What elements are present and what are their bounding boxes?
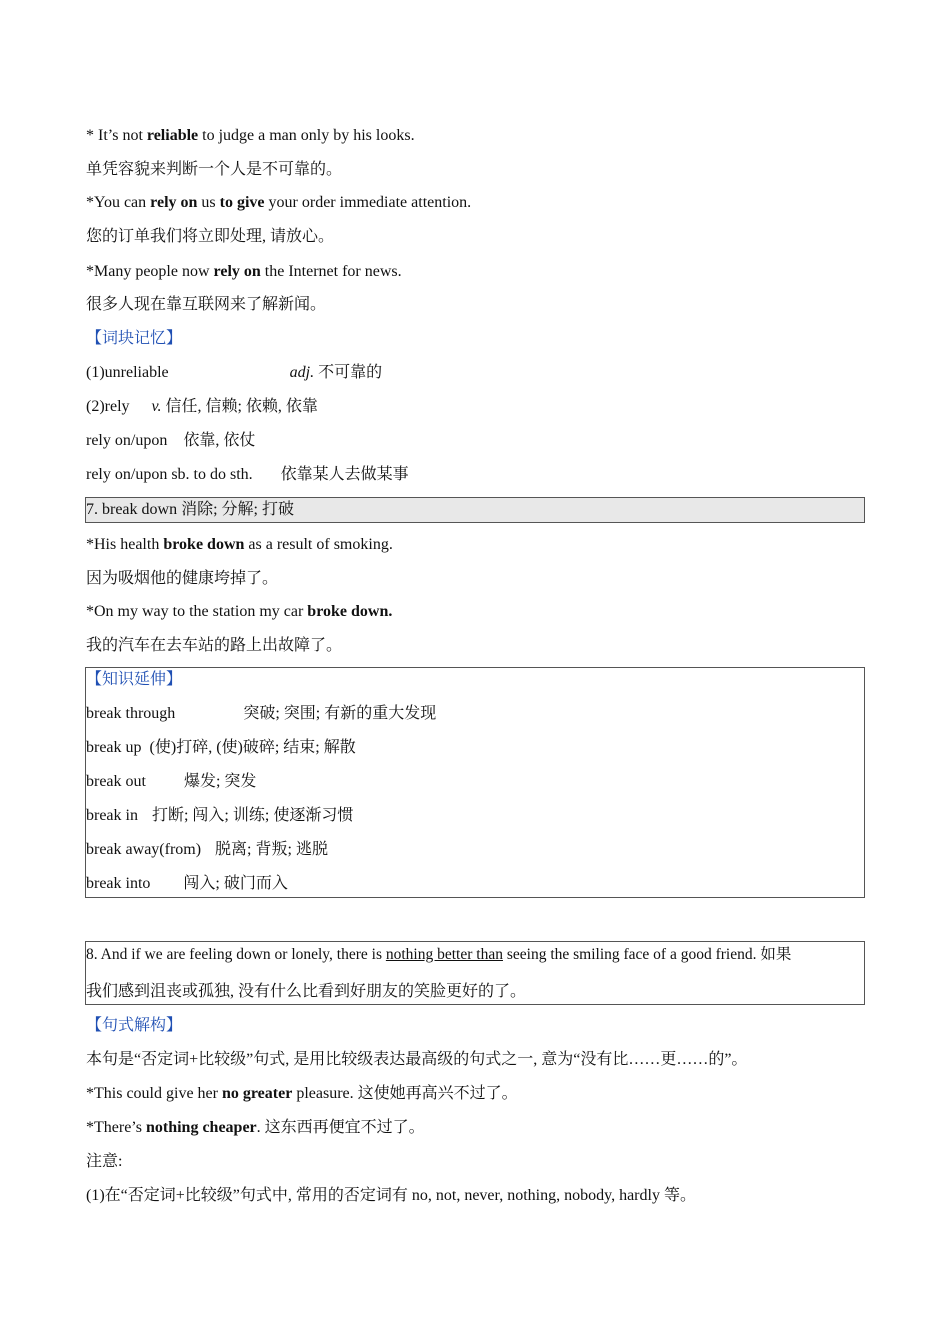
phrase-item: break away(from) 脱离; 背叛; 逃脱 (86, 841, 328, 858)
chunk-memory-heading: 【词块记忆】 (86, 330, 183, 347)
break-down-heading: 7. break down 消除; 分解; 打破 (86, 501, 294, 518)
section-heading-box (85, 497, 865, 523)
phrase-item: break out 爆发; 突发 (86, 773, 257, 790)
knowledge-extension-heading: 【知识延伸】 (86, 671, 183, 688)
note-1: (1)在“否定词+比较级”句式中, 常用的否定词有 no, not, never, nothing, nobody, hardly 等。 (86, 1187, 696, 1204)
note-label: 注意: (86, 1153, 123, 1170)
example-reliable: * It’s not reliable to judge a man only by his looks. (86, 127, 415, 144)
phrase-item: break up (使)打碎, (使)破碎; 结束; 解散 (86, 739, 356, 756)
chunk-item: rely on/upon 依靠, 依仗 (86, 432, 256, 449)
example-rely-on-translation: 很多人现在靠互联网来了解新闻。 (86, 296, 327, 313)
example-broke-down-health-translation: 因为吸烟他的健康垮掉了。 (86, 570, 279, 587)
chunk-item: rely on/upon sb. to do sth. 依靠某人去做某事 (86, 466, 409, 483)
sentence-8: 8. And if we are feeling down or lonely, there is nothing better than seeing the smiling face of a good friend. 如果 (86, 946, 792, 963)
chunk-item: (1)unreliable adj. 不可靠的 (86, 364, 383, 381)
example-broke-down-car-translation: 我的汽车在去车站的路上出故障了。 (86, 637, 343, 654)
example-nothing-cheaper: *There’s nothing cheaper. 这东西再便宜不过了。 (86, 1119, 425, 1136)
example-rely-on: *Many people now rely on the Internet for news. (86, 263, 402, 280)
sentence-8-translation: 我们感到沮丧或孤独, 没有什么比看到好朋友的笑脸更好的了。 (86, 983, 527, 1000)
phrase-item: break through 突破; 突围; 有新的重大发现 (86, 705, 437, 722)
example-rely-on-to-translation: 您的订单我们将立即处理, 请放心。 (86, 228, 335, 245)
example-rely-on-to: *You can rely on us to give your order immediate attention. (86, 194, 472, 211)
phrase-item: break in 打断; 闯入; 训练; 使逐渐习惯 (86, 807, 354, 824)
phrase-item: break into 闯入; 破门而入 (86, 875, 288, 892)
sentence-analysis-heading: 【句式解构】 (86, 1017, 183, 1034)
sentence-analysis-text: 本句是“否定词+比较级”句式, 是用比较级表达最高级的句式之一, 意为“没有比……更……的”。 (86, 1051, 748, 1068)
example-no-greater: *This could give her no greater pleasure. 这使她再高兴不过了。 (86, 1085, 518, 1102)
chunk-item: (2)rely v. 信任, 信赖; 依赖, 依靠 (86, 398, 318, 415)
example-broke-down-health: *His health broke down as a result of smoking. (86, 536, 393, 553)
example-broke-down-car: *On my way to the station my car broke down. (86, 603, 393, 620)
example-reliable-translation: 单凭容貌来判断一个人是不可靠的。 (86, 161, 343, 178)
